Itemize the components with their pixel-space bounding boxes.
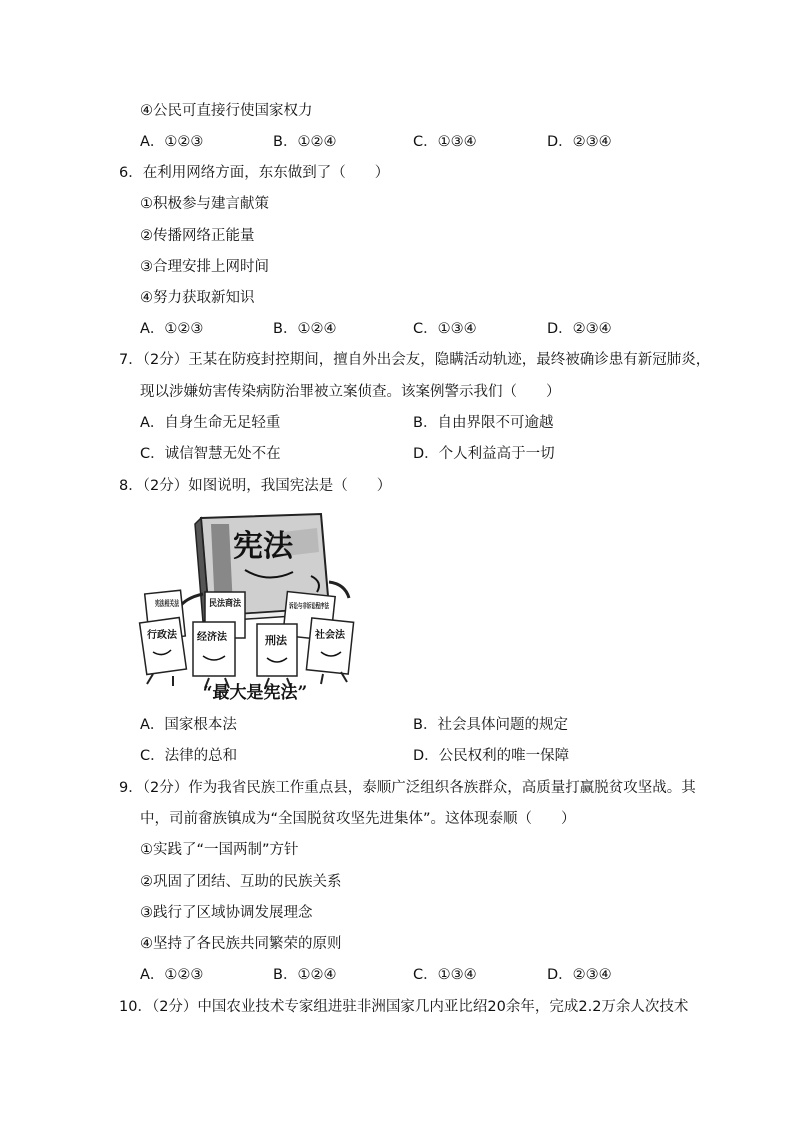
q6-stem: 6．在利用网络方面，东东做到了（ ） bbox=[119, 165, 390, 181]
q8-option-d[interactable]: D．公民权利的唯一保障 bbox=[413, 748, 570, 764]
q6-option-b[interactable]: B．①②④ bbox=[273, 321, 337, 337]
q7-option-c[interactable]: C．诚信智慧无处不在 bbox=[140, 446, 281, 462]
small-law-book-icon bbox=[193, 622, 235, 676]
q6-item-4: ④努力获取新知识 bbox=[140, 290, 255, 306]
q8-option-c[interactable]: C．法律的总和 bbox=[140, 748, 238, 764]
small-law-book-icon bbox=[306, 618, 353, 674]
q9-stem-line-1: 9．（2分）作为我省民族工作重点县，泰顺广泛组织各族群众，高质量打赢脱贫攻坚战。其 bbox=[119, 780, 696, 796]
book-label-3: 行政法 bbox=[147, 630, 177, 641]
q8-stem: 8．（2分）如图说明，我国宪法是（ ） bbox=[119, 478, 392, 494]
q5-option-a[interactable]: A．①②③ bbox=[140, 134, 204, 150]
q9-option-c[interactable]: C．①③④ bbox=[413, 967, 477, 983]
small-law-book-icon bbox=[257, 624, 297, 676]
q10-stem-line-1: 10．（2分）中国农业技术专家组进驻非洲国家几内亚比绍20余年，完成2.2万余人次技术 bbox=[119, 999, 689, 1015]
q5-item-4: ④公民可直接行使国家权力 bbox=[140, 103, 313, 119]
cartoon-caption: “最大是宪法” bbox=[202, 683, 308, 703]
q6-item-3: ③合理安排上网时间 bbox=[140, 259, 269, 275]
q7-stem-line-2: 现以涉嫌妨害传染病防治罪被立案侦查。该案例警示我们（ ） bbox=[140, 384, 561, 400]
q6-option-a[interactable]: A．①②③ bbox=[140, 321, 204, 337]
book-label-2: 民法商法 bbox=[209, 599, 246, 609]
book-label-6: 社会法 bbox=[315, 630, 345, 641]
constitution-title: 宪法 bbox=[233, 529, 293, 564]
q9-item-4: ④坚持了各民族共同繁荣的原则 bbox=[140, 936, 342, 952]
q9-item-3: ③践行了区域协调发展理念 bbox=[140, 905, 313, 921]
book-label-5: 刑法 bbox=[265, 634, 287, 647]
book-label-1: 宪法相关法 bbox=[155, 599, 195, 608]
q6-option-d[interactable]: D．②③④ bbox=[547, 321, 612, 337]
q6-item-2: ②传播网络正能量 bbox=[140, 228, 255, 244]
q8-option-a[interactable]: A．国家根本法 bbox=[140, 717, 237, 733]
q9-item-2: ②巩固了团结、互助的民族关系 bbox=[140, 874, 342, 890]
q5-option-c[interactable]: C．①③④ bbox=[413, 134, 477, 150]
book-label-7: 诉讼与非诉讼程序法 bbox=[289, 602, 352, 610]
q9-item-1: ①实践了“一国两制”方针 bbox=[140, 842, 299, 858]
q9-option-a[interactable]: A．①②③ bbox=[140, 967, 204, 983]
q7-option-b[interactable]: B．自由界限不可逾越 bbox=[413, 415, 554, 431]
small-law-book-icon bbox=[140, 617, 187, 674]
q7-option-d[interactable]: D．个人利益高于一切 bbox=[413, 446, 555, 462]
constitution-cartoon bbox=[133, 512, 377, 704]
q7-option-a[interactable]: A．自身生命无足轻重 bbox=[140, 415, 281, 431]
q9-option-b[interactable]: B．①②④ bbox=[273, 967, 337, 983]
q8-option-b[interactable]: B．社会具体问题的规定 bbox=[413, 717, 568, 733]
q5-option-b[interactable]: B．①②④ bbox=[273, 134, 337, 150]
q6-option-c[interactable]: C．①③④ bbox=[413, 321, 477, 337]
q7-stem-line-1: 7．（2分）王某在防疫封控期间，擅自外出会友，隐瞒活动轨迹，最终被确诊患有新冠肺炎， bbox=[119, 352, 711, 368]
q6-item-1: ①积极参与建言献策 bbox=[140, 196, 269, 212]
q5-option-d[interactable]: D．②③④ bbox=[547, 134, 612, 150]
q9-stem-line-2: 中，司前畲族镇成为“全国脱贫攻坚先进集体”。这体现泰顺（ ） bbox=[140, 811, 576, 827]
book-label-4: 经济法 bbox=[197, 632, 227, 643]
q9-option-d[interactable]: D．②③④ bbox=[547, 967, 612, 983]
